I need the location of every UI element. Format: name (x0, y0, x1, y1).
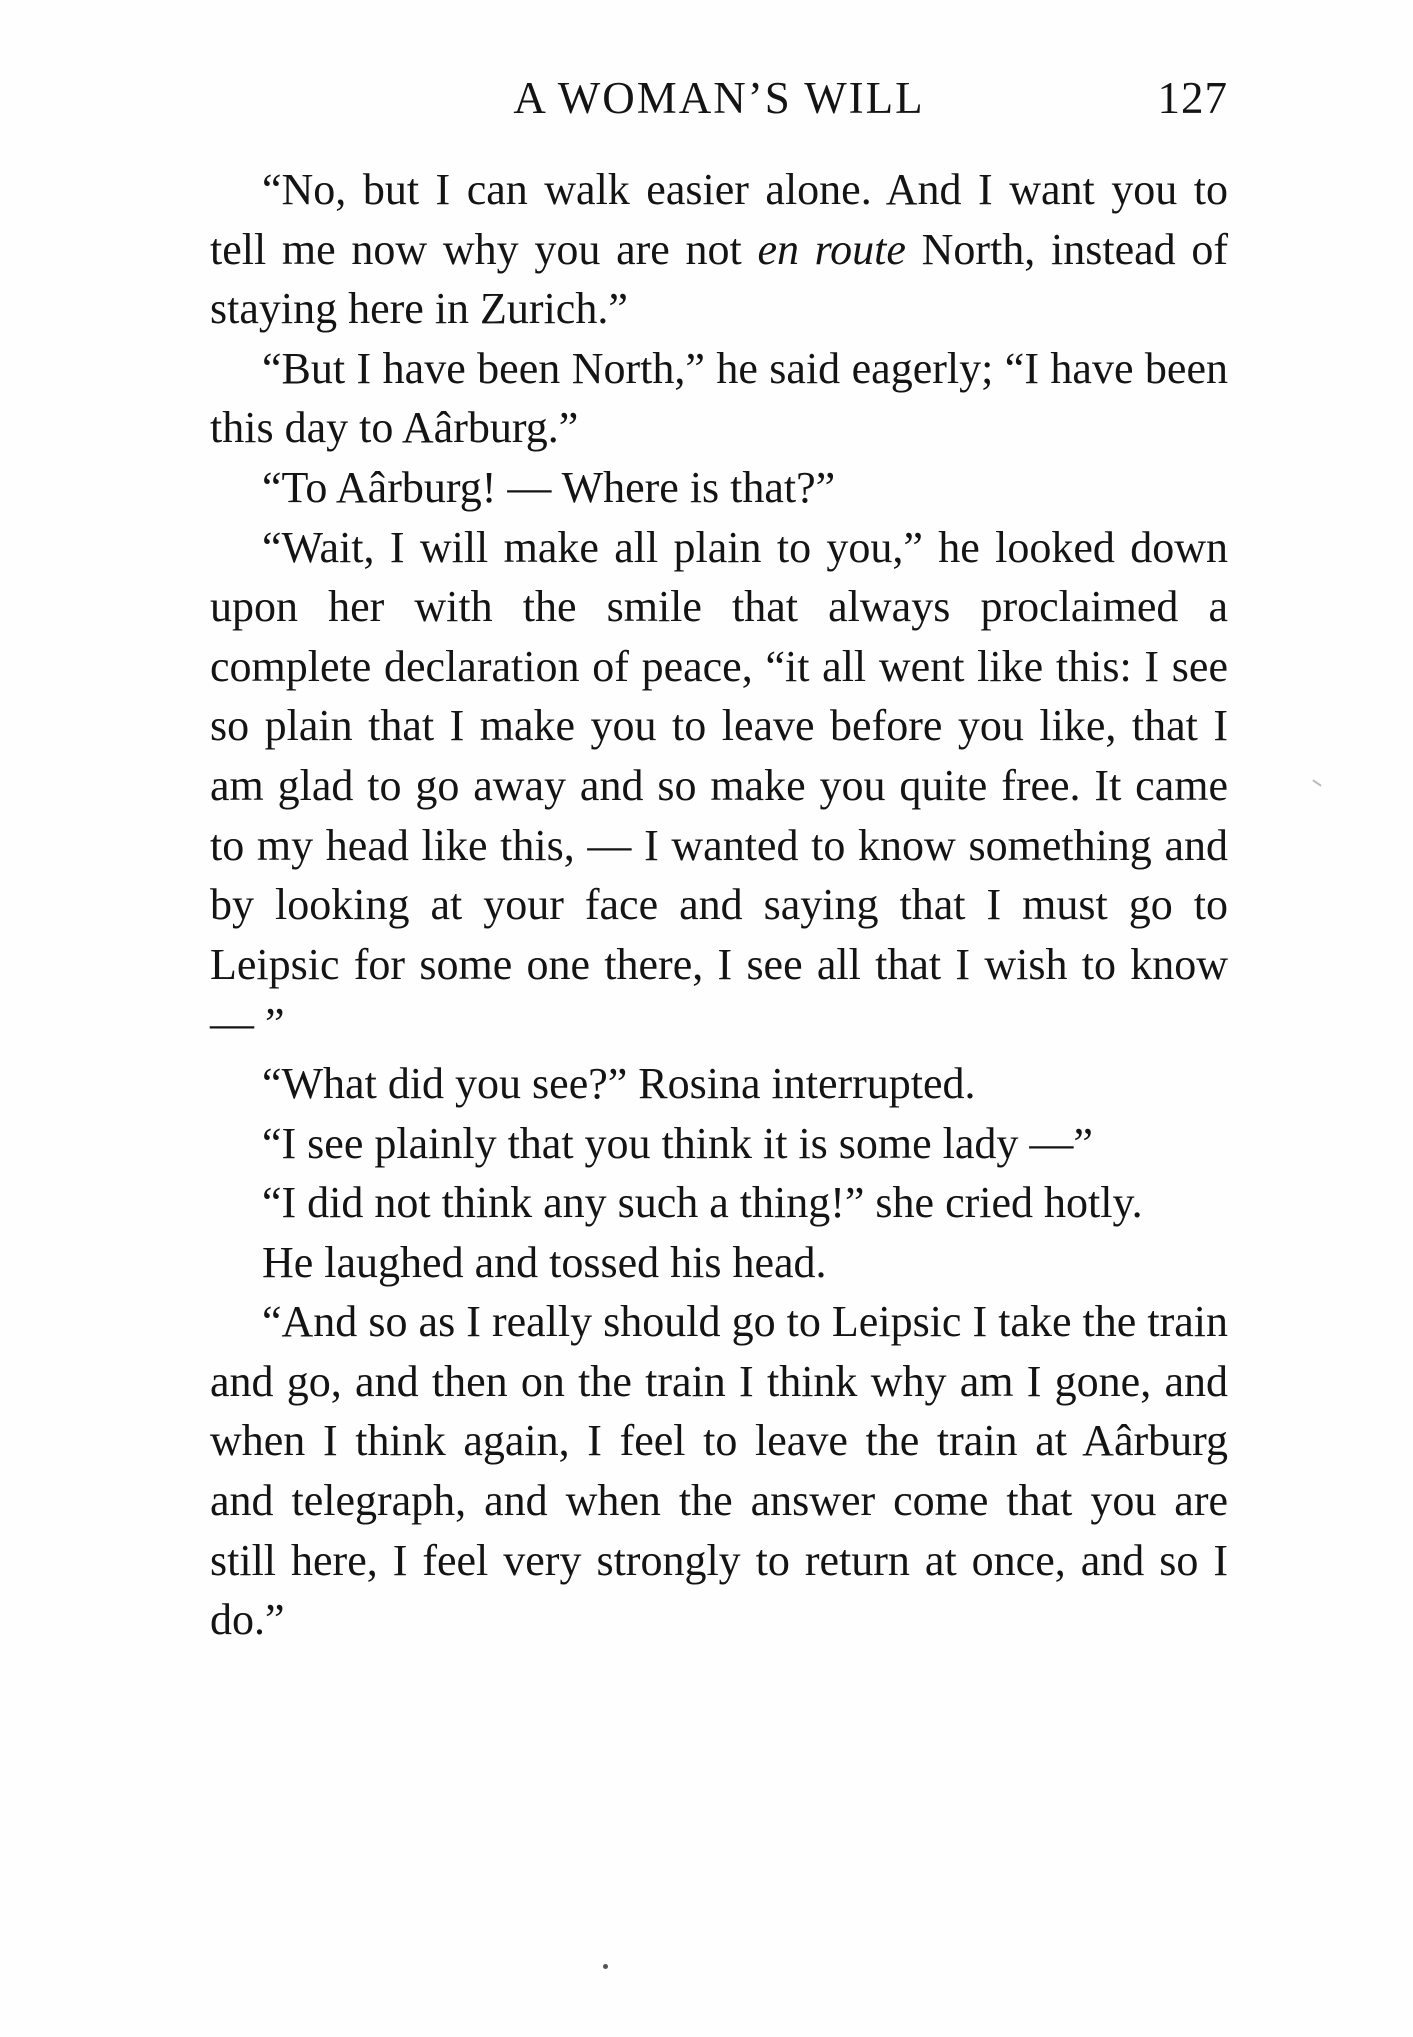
paragraph (210, 1292, 1228, 1650)
paragraph-text: “I see plainly that you think it is some lady —” (262, 1118, 1093, 1168)
running-head (210, 72, 1228, 132)
paragraph-text: He laughed and tossed his head. (262, 1237, 827, 1287)
paragraph-text: North, instead of staying here in Zurich.” (210, 224, 1229, 334)
paragraph (210, 458, 1228, 518)
paragraph-text: “And so as I really should go to Leipsic I take the train and go, and then on the train I think why am I gone, and when I think again, I feel to leave the train at Aârburg and telegraph, and when the answer come that you are still here, I feel very strongly to return at once, and so I do.” (210, 1297, 1228, 1645)
body-text (210, 160, 1228, 1650)
paragraph (210, 1233, 1228, 1293)
italic-phrase: en route (757, 224, 906, 274)
paragraph-text: “What did you see?” Rosina interrupted. (262, 1058, 976, 1108)
print-speck (603, 1964, 608, 1969)
paragraph (210, 339, 1228, 458)
paragraph (210, 1054, 1228, 1114)
paragraph-text: “But I have been North,” he said eagerly; “I have been this day to Aârburg.” (210, 343, 1228, 453)
paragraph-text: “No, but I can walk easier alone. And I want you to tell me now why you are not (210, 165, 1228, 274)
running-title: A WOMAN’S WILL (513, 73, 925, 123)
paragraph (210, 1114, 1228, 1174)
paragraph (210, 1173, 1228, 1233)
paragraph-text: “I did not think any such a thing!” she cried hotly. (262, 1178, 1143, 1228)
page-number: 127 (1157, 73, 1228, 123)
paragraph (210, 518, 1228, 1054)
print-speck (1312, 779, 1321, 786)
paragraph-text: “Wait, I will make all plain to you,” he looked down upon her with the smile that always proclaimed a complete declaration of peace, “it all went like this: I see so plain that I make you to leave before you like, that I am glad to go away and so make you quite free. It came to my head like this, — I wanted to know something and by looking at your face and saying that I must go to Leipsic for some one there, I see all that I wish to know — ” (210, 522, 1228, 1049)
paragraph-text: “To Aârburg! — Where is that?” (262, 462, 836, 512)
paragraph (210, 160, 1228, 339)
